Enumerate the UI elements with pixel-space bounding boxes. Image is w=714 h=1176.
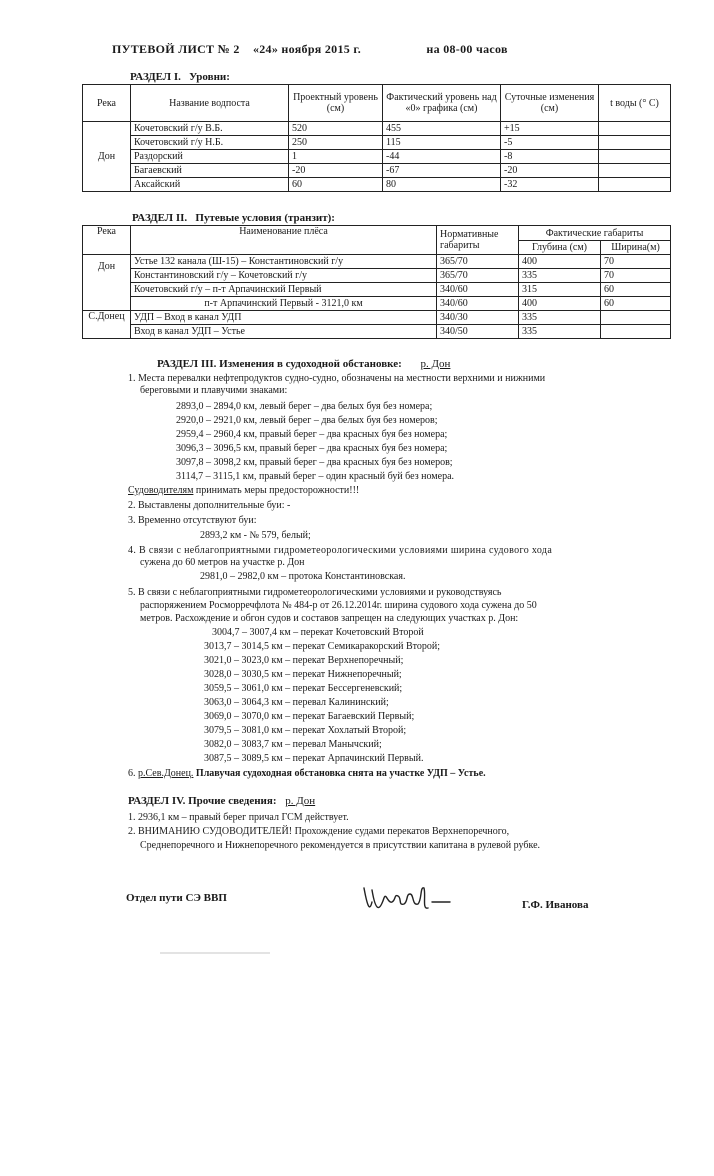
width-cell: 60: [601, 297, 671, 311]
design-cell: -20: [289, 164, 383, 178]
temp-cell: [599, 136, 671, 150]
table-row: [83, 269, 671, 283]
width-cell: [601, 325, 671, 339]
change-cell: -8: [501, 150, 599, 164]
list-item: 2893,0 – 2894,0 км, левый берег – два белых буя без номера;: [176, 401, 433, 412]
col-design-level: Проектный уровень (см): [289, 85, 383, 122]
post-cell: Кочетовский г/у Н.Б.: [131, 136, 289, 150]
norm-cell: 340/60: [437, 297, 519, 311]
depth-cell: 400: [519, 297, 601, 311]
depth-cell: 335: [519, 269, 601, 283]
title-main: ПУТЕВОЙ ЛИСТ № 2: [112, 42, 240, 56]
post-cell: Кочетовский г/у В.Б.: [131, 122, 289, 136]
change-cell: -20: [501, 164, 599, 178]
list-item: 2920,0 – 2921,0 км, левый берег – два белых буя без номеров;: [176, 415, 438, 426]
temp-cell: [599, 150, 671, 164]
signature-image: [358, 880, 458, 925]
reach-cell: Вход в канал УДП – Устье: [131, 325, 437, 339]
col-daily-change: Суточные изменения (см): [501, 85, 599, 122]
s3-item1-line-b: береговыми и плавучими знаками:: [140, 385, 288, 396]
reach-cell: Константиновский г/у – Кочетовский г/у: [131, 269, 437, 283]
table-row: [83, 255, 671, 269]
s3-item5-line-a: 5. В связи с неблагоприятными гидрометеорологическими условиями и руководствуясь: [128, 587, 502, 598]
s3-item5-line-b: распоряжением Росморречфлота № 484-р от 26.12.2014г. ширина судового хода сужена до 50: [140, 600, 537, 611]
actual-cell: -44: [383, 150, 501, 164]
list-item: 3097,8 – 3098,2 км, правый берег – два красных буя без номеров;: [176, 457, 453, 468]
col-reach-name: Наименование плёса: [131, 226, 437, 255]
section4-river: р. Дон: [285, 795, 316, 807]
temp-cell: [599, 122, 671, 136]
river-cell: Дон: [83, 122, 131, 192]
section2-heading-number: РАЗДЕЛ II.: [132, 212, 188, 224]
table-row: [83, 297, 671, 311]
s3-item2: 2. Выставлены дополнительные буи: -: [128, 500, 291, 511]
item6-number: 6.: [128, 768, 138, 779]
temp-cell: [599, 164, 671, 178]
list-item: 3082,0 – 3083,7 км – перевал Манычский;: [204, 739, 382, 750]
scan-artifact: [160, 952, 270, 954]
section3-river: р. Дон: [420, 358, 451, 370]
signature-svg: [358, 880, 458, 920]
actual-cell: 115: [383, 136, 501, 150]
s4-item2-line-a: 2. ВНИМАНИЮ СУДОВОДИТЕЛЕЙ! Прохождение судами перекатов Верхнепоречного,: [128, 826, 510, 837]
s4-item1: 1. 2936,1 км – правый берег причал ГСМ действует.: [128, 812, 349, 823]
list-item: 3114,7 – 3115,1 км, правый берег – один красный буй без номера.: [176, 471, 455, 482]
table-row: [83, 164, 671, 178]
s4-item2-line-b: Среднепоречного и Нижнепоречного рекомендуется в присутствии капитана в рулевой рубке.: [140, 840, 541, 851]
col-post-name: Название водпоста: [131, 85, 289, 122]
list-item: 3028,0 – 3030,5 км – перекат Нижнепоречный;: [204, 669, 402, 680]
design-cell: 60: [289, 178, 383, 192]
width-cell: 70: [601, 255, 671, 269]
list-item: 3021,0 – 3023,0 км – перекат Верхнепоречный;: [204, 655, 404, 666]
norm-cell: 340/60: [437, 283, 519, 297]
list-item: 3096,3 – 3096,5 км, правый берег – два красных буя без номера;: [176, 443, 448, 454]
actual-cell: 455: [383, 122, 501, 136]
col-depth: Глубина (см): [519, 241, 601, 255]
change-cell: -5: [501, 136, 599, 150]
reach-cell: Кочетовский г/у – п-т Арпачинский Первый: [131, 283, 437, 297]
section3-heading: [157, 358, 450, 370]
item6-river: р.Сев.Донец.: [138, 768, 194, 779]
actual-cell: 80: [383, 178, 501, 192]
section1-heading-number: РАЗДЕЛ I.: [130, 71, 181, 83]
caution-rest: принимать меры предосторожности!!!: [193, 485, 360, 496]
actual-cell: -67: [383, 164, 501, 178]
river-cell: С.Донец: [83, 311, 131, 339]
table-row: [83, 311, 671, 325]
s3-item3: 3. Временно отсутствуют буи:: [128, 515, 257, 526]
s3-item4-line-b: сужена до 60 метров на участке р. Дон: [140, 557, 305, 568]
design-cell: 250: [289, 136, 383, 150]
section3-heading-text: РАЗДЕЛ III. Изменения в судоходной обстановке:: [157, 358, 402, 370]
list-item: 3087,5 – 3089,5 км – перекат Арпачинский Первый.: [204, 753, 424, 764]
temp-cell: [599, 178, 671, 192]
title-time: на 08-00 часов: [426, 42, 508, 56]
s3-item1-line-a: 1. Места перевалки нефтепродуктов судно-судно, обозначены на местности верхними и нижними: [128, 373, 546, 384]
list-item: 3004,7 – 3007,4 км – перекат Кочетовский Второй: [212, 627, 424, 638]
table-row: [83, 150, 671, 164]
norm-cell: 365/70: [437, 255, 519, 269]
design-cell: 520: [289, 122, 383, 136]
col-actual-level: Фактический уровень над «0» графика (см): [383, 85, 501, 122]
depth-cell: 335: [519, 311, 601, 325]
list-item: 3013,7 – 3014,5 км – перекат Семикаракорский Второй;: [204, 641, 441, 652]
col-actual-dimensions: Фактические габариты: [519, 226, 671, 241]
section2-heading-title: Путевые условия (транзит):: [195, 212, 335, 224]
reach-cell: УДП – Вход в канал УДП: [131, 311, 437, 325]
reach-cell: п-т Арпачинский Первый - 3121,0 км: [131, 297, 437, 311]
list-item: 3059,5 – 3061,0 км – перекат Бессергеневский;: [204, 683, 403, 694]
width-cell: 60: [601, 283, 671, 297]
title-date: «24» ноября 2015 г.: [252, 42, 362, 56]
table-row: [83, 136, 671, 150]
signer-name: Г.Ф. Иванова: [522, 899, 589, 911]
change-cell: -32: [501, 178, 599, 192]
document-title: [112, 42, 514, 57]
width-cell: [601, 311, 671, 325]
list-item: 2959,4 – 2960,4 км, правый берег – два красных буя без номера;: [176, 429, 448, 440]
change-cell: +15: [501, 122, 599, 136]
norm-cell: 340/30: [437, 311, 519, 325]
width-cell: 70: [601, 269, 671, 283]
norm-cell: 340/50: [437, 325, 519, 339]
norm-cell: 365/70: [437, 269, 519, 283]
route-table: [82, 225, 671, 339]
list-item: 3063,0 – 3064,3 км – перевал Калининский;: [204, 697, 389, 708]
department-label: Отдел пути СЭ ВВП: [126, 892, 227, 904]
section4-heading-text: РАЗДЕЛ IV. Прочие сведения:: [128, 795, 277, 807]
col-river: Река: [83, 85, 131, 122]
post-cell: Раздорский: [131, 150, 289, 164]
section2-heading: [132, 212, 335, 224]
s3-item4-line-a: 4. В связи с неблагоприятными гидрометеорологическими условиями ширина судового хода: [128, 545, 553, 556]
s3-caution: [128, 485, 359, 497]
caution-underlined: Судоводителям: [128, 485, 194, 496]
depth-cell: 315: [519, 283, 601, 297]
design-cell: 1: [289, 150, 383, 164]
route-table-header-1: [83, 226, 671, 241]
s3-item5-line-c: метров. Расхождение и обгон судов и составов запрещен на следующих участках р. Дон:: [140, 613, 519, 624]
list-item: 2893,2 км - № 579, белый;: [200, 530, 311, 541]
post-cell: Багаевский: [131, 164, 289, 178]
levels-table: [82, 84, 671, 192]
table-row: [83, 122, 671, 136]
item6-text: Плавучая судоходная обстановка снята на участке УДП – Устье.: [193, 768, 486, 779]
reach-cell: Устье 132 канала (Ш-15) – Константиновский г/у: [131, 255, 437, 269]
depth-cell: 400: [519, 255, 601, 269]
section1-heading: [130, 71, 230, 83]
table-row: [83, 283, 671, 297]
list-item: 2981,0 – 2982,0 км – протока Константиновская.: [200, 571, 406, 582]
section4-heading: [128, 795, 315, 807]
section1-heading-title: Уровни:: [189, 71, 230, 83]
col-width: Ширина(м): [601, 241, 671, 255]
col-normative: Нормативные габариты: [437, 226, 519, 255]
post-cell: Аксайский: [131, 178, 289, 192]
table-row: [83, 178, 671, 192]
s3-item6: [128, 768, 486, 780]
list-item: 3069,0 – 3070,0 км – перекат Багаевский Первый;: [204, 711, 415, 722]
levels-table-header: [83, 85, 671, 122]
col-river: Река: [83, 226, 131, 255]
col-water-temp: t воды (° С): [599, 85, 671, 122]
river-cell: Дон: [83, 255, 131, 311]
depth-cell: 335: [519, 325, 601, 339]
list-item: 3079,5 – 3081,0 км – перекат Хохлатый Второй;: [204, 725, 407, 736]
table-row: [83, 325, 671, 339]
